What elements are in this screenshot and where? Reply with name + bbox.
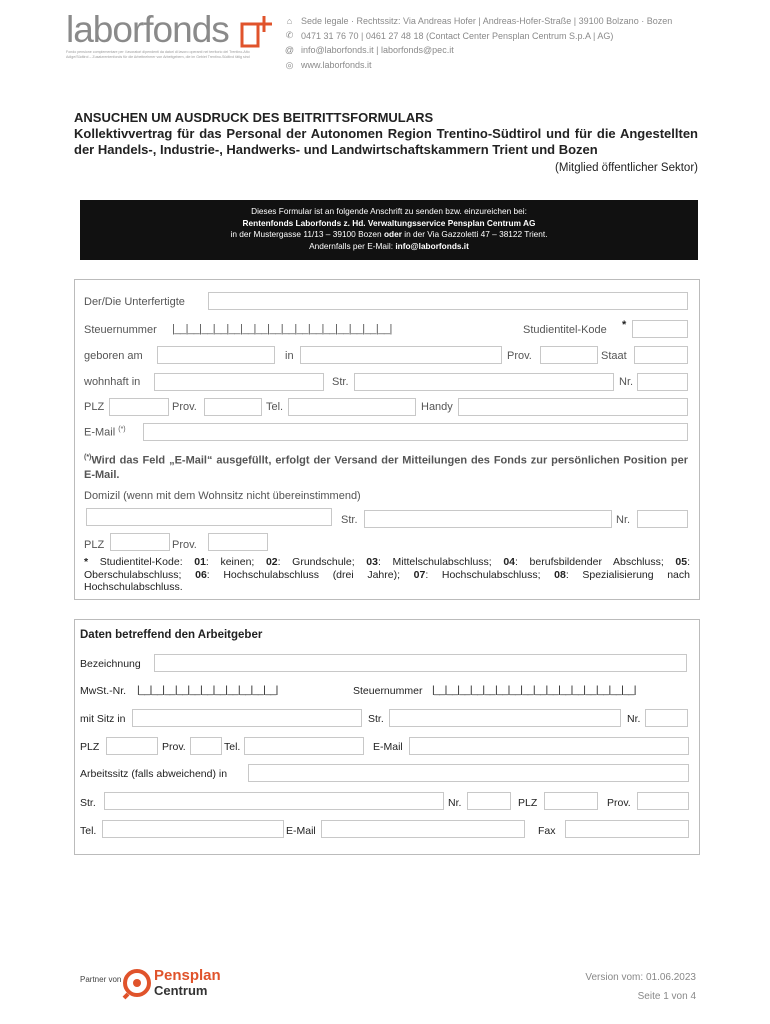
contact-row-address	[284, 14, 734, 29]
at-icon: @	[284, 45, 295, 56]
employer-vat-boxes[interactable]: |__|__|__|__|__|__|__|__|__|__|__|	[137, 684, 278, 696]
form-title: ANSUCHEN UM AUSDRUCK DES BEITRITTSFORMULARS	[74, 110, 434, 125]
member-sector: (Mitglied öffentlicher Sektor)	[555, 162, 698, 174]
notice-line-2: Rentenfonds Laborfonds z. Hd. Verwaltungsservice Pensplan Centrum AG	[242, 217, 536, 228]
contact-row-email	[284, 43, 734, 58]
domicile-street-field[interactable]	[364, 510, 612, 528]
title-block	[74, 110, 698, 174]
employer-tel-label: Tel.	[224, 741, 241, 753]
domicile-zip-label: PLZ	[84, 539, 105, 551]
workplace-fax-label: Fax	[538, 825, 556, 837]
contact-row-phone	[284, 29, 734, 44]
degree-code-legend: * Studientitel-Kode: 01: keinen; 02: Grundschule; 03: Mittelschulabschluss; 04: berufsbildender Abschluss; 05: Oberschulabschluss; 06: Hochschulabschluss (drei Jahre); 07: Hochschulabschluss; 08: Spezialisierung nach Hochschulabschluss.	[84, 556, 690, 593]
employer-street-field[interactable]	[389, 709, 621, 727]
birth-prov-field[interactable]	[540, 346, 598, 364]
workplace-field[interactable]	[248, 764, 689, 782]
mobile-label: Handy	[421, 401, 453, 413]
partner-label: Partner von	[80, 975, 122, 984]
resident-field[interactable]	[154, 373, 324, 391]
workplace-street-label: Str.	[80, 797, 96, 809]
undersigned-label: Der/Die Unterfertigte	[84, 296, 185, 308]
employer-tax-code-boxes[interactable]: |__|__|__|__|__|__|__|__|__|__|__|__|__|__|__|__|	[432, 684, 636, 696]
employer-seat-field[interactable]	[132, 709, 362, 727]
employer-zip-label: PLZ	[80, 741, 100, 753]
workplace-fax-field[interactable]	[565, 820, 689, 838]
contact-row-web	[284, 58, 734, 73]
version-date: Version vom: 01.06.2023	[585, 972, 696, 983]
notice-email-link[interactable]: info@laborfonds.it	[395, 240, 469, 251]
contact-email[interactable]: info@laborfonds.it | laborfonds@pec.it	[301, 45, 454, 56]
employer-vat-label: MwSt.-Nr.	[80, 685, 127, 697]
employer-nr-label: Nr.	[627, 713, 641, 725]
zip-label: PLZ	[84, 401, 105, 413]
employer-email-label: E-Mail	[373, 741, 403, 753]
tax-code-label: Steuernummer	[84, 324, 157, 336]
workplace-prov-field[interactable]	[637, 792, 689, 810]
employer-tax-code-label: Steuernummer	[353, 685, 423, 697]
employer-section-title: Daten betreffend den Arbeitgeber	[80, 629, 263, 641]
notice-line-3: in der Mustergasse 11/13 – 39100 Bozen oder in der Via Gazzoletti 47 – 38122 Trient.	[230, 229, 548, 239]
mobile-field[interactable]	[458, 398, 688, 416]
centrum-name: Centrum	[154, 983, 208, 998]
contact-phone: 0471 31 76 70 | 0461 27 48 18 (Contact Center Pensplan Centrum S.p.A | AG)	[301, 30, 614, 41]
submission-notice	[80, 200, 698, 260]
employer-prov-field[interactable]	[190, 737, 222, 755]
domicile-label: Domizil (wenn mit dem Wohnsitz nicht übereinstimmend)	[84, 490, 361, 502]
employer-nr-field[interactable]	[645, 709, 688, 727]
nr-field[interactable]	[637, 373, 688, 391]
domicile-nr-label: Nr.	[616, 514, 631, 526]
born-on-label: geboren am	[84, 350, 143, 362]
workplace-street-field[interactable]	[104, 792, 444, 810]
undersigned-field[interactable]	[208, 292, 688, 310]
logo-subtitle: Fondo pensione complementare per i lavoratori dipendenti da datori di lavoro operanti nel territorio del Trentino-Alto Adige/Südtirol – Zusatzrentenfonds für die Arbeitnehmer von Arbeitgebern, die im Gebiet Trentino-Südtirol tätig sind	[66, 50, 250, 59]
email-field[interactable]	[143, 423, 688, 441]
born-on-field[interactable]	[157, 346, 275, 364]
contact-website[interactable]: www.laborfonds.it	[301, 60, 372, 71]
page-number: Seite 1 von 4	[637, 991, 696, 1002]
employer-seat-label: mit Sitz in	[80, 713, 126, 725]
phone-icon: ✆	[285, 30, 294, 41]
workplace-email-field[interactable]	[321, 820, 525, 838]
workplace-label: Arbeitssitz (falls abweichend) in	[80, 768, 228, 780]
employer-tel-field[interactable]	[244, 737, 364, 755]
contact-info	[284, 14, 734, 72]
workplace-prov-label: Prov.	[607, 797, 631, 809]
street-field[interactable]	[354, 373, 614, 391]
logo-plus-icon	[238, 14, 274, 50]
nr-label: Nr.	[619, 376, 634, 388]
domicile-zip-field[interactable]	[110, 533, 170, 551]
employer-name-field[interactable]	[154, 654, 687, 672]
email-label: E-Mail (*)	[84, 426, 126, 439]
workplace-tel-field[interactable]	[102, 820, 284, 838]
employer-prov-label: Prov.	[162, 741, 186, 753]
resident-label: wohnhaft in	[84, 376, 141, 388]
domicile-prov-label: Prov.	[172, 539, 197, 551]
home-icon: ⌂	[286, 16, 293, 27]
employer-zip-field[interactable]	[106, 737, 158, 755]
workplace-zip-field[interactable]	[544, 792, 598, 810]
street-label: Str.	[332, 376, 349, 388]
prov-field[interactable]	[204, 398, 262, 416]
degree-code-label: Studientitel-Kode	[523, 324, 607, 336]
workplace-email-label: E-Mail	[286, 825, 316, 837]
prov-label: Prov.	[172, 401, 197, 413]
workplace-nr-label: Nr.	[448, 797, 462, 809]
domicile-street-label: Str.	[341, 514, 358, 526]
contact-address: Sede legale · Rechtssitz: Via Andreas Hofer | Andreas-Hofer-Straße | 39100 Bolzano · Bozen	[301, 16, 673, 27]
employer-name-label: Bezeichnung	[80, 658, 141, 670]
birth-prov-label: Prov.	[507, 350, 532, 362]
employer-email-field[interactable]	[409, 737, 689, 755]
born-in-label: in	[285, 350, 294, 362]
tel-field[interactable]	[288, 398, 416, 416]
degree-code-field[interactable]	[632, 320, 688, 338]
birth-state-field[interactable]	[634, 346, 688, 364]
zip-field[interactable]	[109, 398, 169, 416]
form-subtitle: Kollektivvertrag für das Personal der Autonomen Region Trentino-Südtirol und für die Angestellten der Handels-, Industrie-, Handwerks- und Landwirtschaftskammern Trient und Bozen	[74, 126, 698, 157]
born-in-field[interactable]	[300, 346, 502, 364]
workplace-nr-field[interactable]	[467, 792, 511, 810]
notice-line-1: Dieses Formular ist an folgende Anschrift zu senden bzw. einzureichen bei:	[251, 206, 527, 216]
birth-state-label: Staat	[601, 350, 627, 362]
degree-code-asterisk: *	[622, 319, 627, 331]
employer-street-label: Str.	[368, 713, 384, 725]
email-note: (*)Wird das Feld „E-Mail“ ausgefüllt, erfolgt der Versand der Mitteilungen des Fonds zur persönlichen Position per E-Mail.	[84, 454, 688, 481]
workplace-tel-label: Tel.	[80, 825, 97, 837]
notice-line-4: Andernfalls per E-Mail: info@laborfonds.it	[309, 240, 469, 251]
workplace-zip-label: PLZ	[518, 797, 538, 809]
tax-code-boxes[interactable]: |__|__|__|__|__|__|__|__|__|__|__|__|__|__|__|__|	[172, 323, 392, 335]
domicile-field[interactable]	[86, 508, 332, 526]
logo-text: laborfonds	[66, 9, 229, 50]
globe-icon: ◎	[285, 59, 294, 70]
domicile-nr-field[interactable]	[637, 510, 688, 528]
domicile-prov-field[interactable]	[208, 533, 268, 551]
pensplan-name: Pensplan	[154, 967, 221, 984]
tel-label: Tel.	[266, 401, 284, 413]
